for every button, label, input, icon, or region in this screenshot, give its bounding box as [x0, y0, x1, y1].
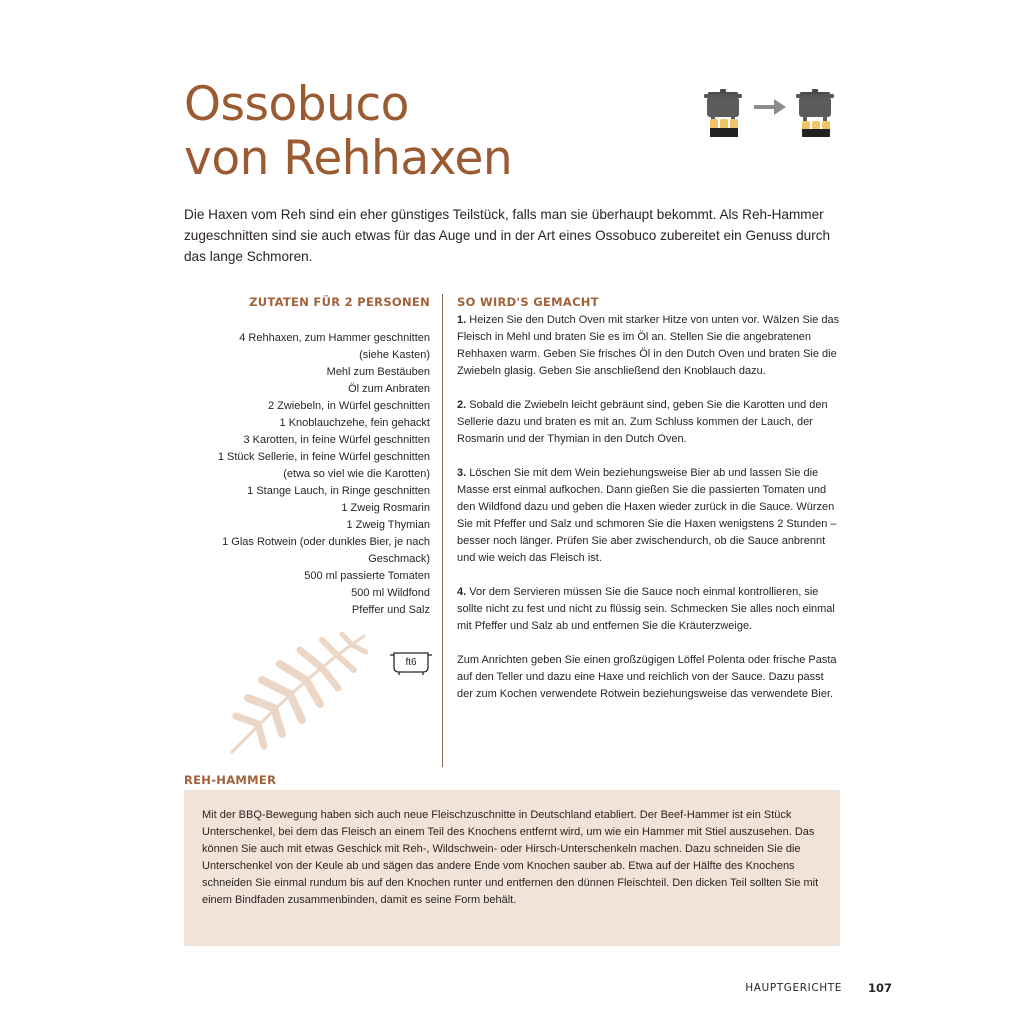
ingredient-line: 2 Zwiebeln, in Würfel geschnitten — [267, 400, 430, 412]
page-number: 107 — [868, 981, 893, 995]
box-heading: REH-HAMMER — [184, 773, 277, 787]
title-line-2: von Rehhaxen — [184, 131, 513, 186]
step-number: 3. — [457, 467, 467, 479]
step-1 — [457, 312, 841, 380]
step-text: Vor dem Servieren müssen Sie die Sauce noch einmal kontrollieren, sie sollte nicht zu fest und nicht zu flüssig sein. Schmecken Sie alles noch einmal mit Pfeffer und Salz ab und entfernen Sie die Kräuterzweige. — [457, 586, 835, 632]
step-text: Sobald die Zwiebeln leicht gebräunt sind, geben Sie die Karotten und den Sellerie dazu und braten es mit an. Zum Schluss kommen der Lauch, der Rosmarin und der Thymian in den Dutch Oven. — [457, 399, 828, 445]
ingredient-line: 1 Stück Sellerie, in feine Würfel geschnitten — [217, 451, 430, 463]
ingredient-line: 3 Karotten, in feine Würfel geschnitten — [243, 434, 430, 446]
step-3 — [457, 465, 841, 567]
ingredient-line: 500 ml Wildfond — [351, 587, 430, 599]
ingredient-line: 1 Knoblauchzehe, fein gehackt — [279, 417, 430, 429]
ingredients-list — [160, 330, 430, 619]
serving-text: Zum Anrichten geben Sie einen großzügigen Löffel Polenta oder frische Pasta auf den Teller und dazu eine Haxe und reichlich von der Sauce. Dazu passt der zum Kochen verwendete Rotwein beziehungsweise das verwendete Bier. — [457, 654, 837, 700]
intro-text: Die Haxen vom Reh sind ein eher günstiges Teilstück, falls man sie überhaupt bekommt. Als Reh-Hammer zugeschnitten sind sie auch etwas für das Auge und in der Art eines Ossobuco zubereitet ein Genuss durch das lange Schmoren. — [184, 207, 831, 264]
method-steps — [457, 312, 841, 720]
title-line-1: Ossobuco — [184, 77, 409, 132]
step-4 — [457, 584, 841, 635]
ingredient-line: 500 ml passierte Tomaten — [304, 570, 430, 582]
ingredient-line: 1 Zweig Thymian — [346, 519, 430, 531]
fern-leaf-icon — [218, 628, 378, 756]
pot-size-label: ft6 — [405, 657, 417, 668]
dutch-oven-size-icon — [388, 646, 434, 676]
ingredient-line: (siehe Kasten) — [359, 349, 430, 361]
ingredient-line: Geschmack) — [368, 553, 430, 565]
box-text: Mit der BBQ-Bewegung haben sich auch neue Fleischzuschnitte in Deutschland etabliert. Der Beef-Hammer ist ein Stück Unterschenkel, bei dem das Fleisch an einem Teil des Knochens entfernt wird, um wie ein Hammer mit Stiel auszusehen. Das können Sie auch mit etwas Geschick mit Reh-, Wildschwein- oder Hirsch-Unterschenkeln machen. Dazu schneiden Sie die Unterschenkel von der Keule ab und sägen das andere Ende vom Knochen sauber ab. Etwa auf der Hälfte des Knochens schneiden Sie einmal rundum bis auf den Knochen runter und entfernen den dünnen Fleischteil. Den dicken Teil sollten Sie mit einem Bindfaden zusammenbinden, damit es seine Form behält. — [202, 809, 819, 906]
step-text: Löschen Sie mit dem Wein beziehungsweise Bier ab und lassen Sie die Masse erst einmal aufkochen. Dann gießen Sie die passierten Tomaten und den Wildfond dazu und geben die Haxen wieder zurück in die Sauce. Würzen Sie mit Pfeffer und Salz und schmoren Sie die Haxen wenigstens 2 Stunden – besser noch länger. Prüfen Sie aber zwischendurch, ob die Sauce anbrennt und wie weich das Fleisch ist. — [457, 467, 837, 564]
step-number: 4. — [457, 586, 467, 598]
ingredient-line: 1 Zweig Rosmarin — [341, 502, 430, 514]
step-number: 2. — [457, 399, 467, 411]
ingredient-line: (etwa so viel wie die Karotten) — [283, 468, 430, 480]
info-box — [184, 790, 840, 946]
dutch-oven-heat-icon — [702, 88, 844, 140]
ingredients-heading: ZUTATEN FÜR 2 PERSONEN — [249, 295, 430, 309]
ingredient-line: Öl zum Anbraten — [348, 383, 430, 395]
recipe-title — [184, 78, 512, 186]
method-heading: SO WIRD'S GEMACHT — [457, 295, 599, 309]
step-2 — [457, 397, 841, 448]
ingredient-line: Pfeffer und Salz — [351, 604, 430, 616]
column-divider — [442, 294, 443, 767]
ingredient-line: Mehl zum Bestäuben — [326, 366, 430, 378]
step-text: Heizen Sie den Dutch Oven mit starker Hitze von unten vor. Wälzen Sie das Fleisch in Mehl und braten Sie es im Öl an. Stellen Sie die angebratenen Rehhaxen warm. Geben Sie frisches Öl in den Dutch Oven und braten Sie die Zwiebeln glasig. Geben Sie anschließend den Knoblauch dazu. — [457, 314, 840, 377]
footer-section: HAUPTGERICHTE — [745, 982, 842, 994]
ingredient-line: 4 Rehhaxen, zum Hammer geschnitten — [239, 332, 430, 344]
ingredient-line: 1 Stange Lauch, in Ringe geschnitten — [247, 485, 430, 497]
step-number: 1. — [457, 314, 467, 326]
ingredient-line: 1 Glas Rotwein (oder dunkles Bier, je nach — [222, 536, 430, 548]
